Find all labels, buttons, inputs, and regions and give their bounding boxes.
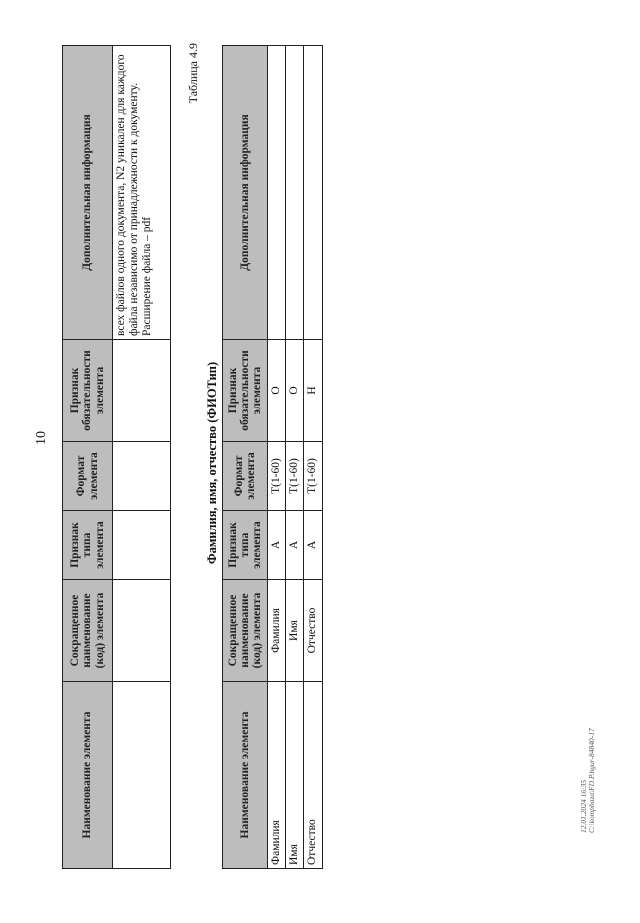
table-title: Фамилия, имя, отчество (ФИОТип)	[205, 361, 219, 565]
cell-type: А	[304, 511, 322, 580]
cell-format: T(1-60)	[304, 442, 322, 511]
table-fio	[222, 45, 323, 869]
cell-info	[268, 46, 286, 340]
cell-info	[304, 46, 322, 340]
stamp-path: C:\kompbaza\FD.P.bgur-84840-17	[587, 728, 597, 833]
header-element-code: Сокращенное наименование (код) элемента	[63, 580, 113, 682]
header-element-code: Сокращенное наименование (код) элемента	[223, 580, 268, 682]
cell-info: всех файлов одного документа, N2 уникален для каждого файла независимо от принадлежности к документу. Расширение файла – pdf	[113, 46, 171, 340]
cell-code: Имя	[286, 580, 304, 682]
cell-name: Имя	[286, 682, 304, 869]
cell-type	[113, 511, 171, 580]
stamp-date: 12.01.2024 16:35	[579, 779, 588, 833]
header-element-format: Формат элемента	[63, 442, 113, 511]
table-row	[268, 46, 286, 869]
header-element-required: Признак обязательности элемента	[223, 340, 268, 442]
cell-code	[113, 580, 171, 682]
cell-format	[113, 442, 171, 511]
cell-format: T(1-60)	[268, 442, 286, 511]
header-element-type: Признак типа элемента	[223, 511, 268, 580]
header-element-type: Признак типа элемента	[63, 511, 113, 580]
table-row	[113, 46, 171, 869]
print-stamp	[580, 633, 597, 833]
cell-code: Отчество	[304, 580, 322, 682]
cell-info	[286, 46, 304, 340]
cell-required	[113, 340, 171, 442]
table-continued	[62, 45, 171, 869]
table-row	[286, 46, 304, 869]
cell-code: Фамилия	[268, 580, 286, 682]
cell-type: А	[286, 511, 304, 580]
header-additional-info: Дополнительная информация	[223, 46, 268, 340]
page-number: 10	[34, 431, 49, 445]
header-element-required: Признак обязательности элемента	[63, 340, 113, 442]
cell-required: О	[268, 340, 286, 442]
header-element-format: Формат элемента	[223, 442, 268, 511]
table-row	[304, 46, 322, 869]
cell-type: А	[268, 511, 286, 580]
header-additional-info: Дополнительная информация	[63, 46, 113, 340]
header-element-name: Наименование элемента	[223, 682, 268, 869]
header-element-name: Наименование элемента	[63, 682, 113, 869]
cell-name	[113, 682, 171, 869]
cell-format: T(1-60)	[286, 442, 304, 511]
cell-required: Н	[304, 340, 322, 442]
cell-name: Фамилия	[268, 682, 286, 869]
table-caption: Таблица 4.9	[186, 43, 200, 104]
cell-required: О	[286, 340, 304, 442]
cell-name: Отчество	[304, 682, 322, 869]
